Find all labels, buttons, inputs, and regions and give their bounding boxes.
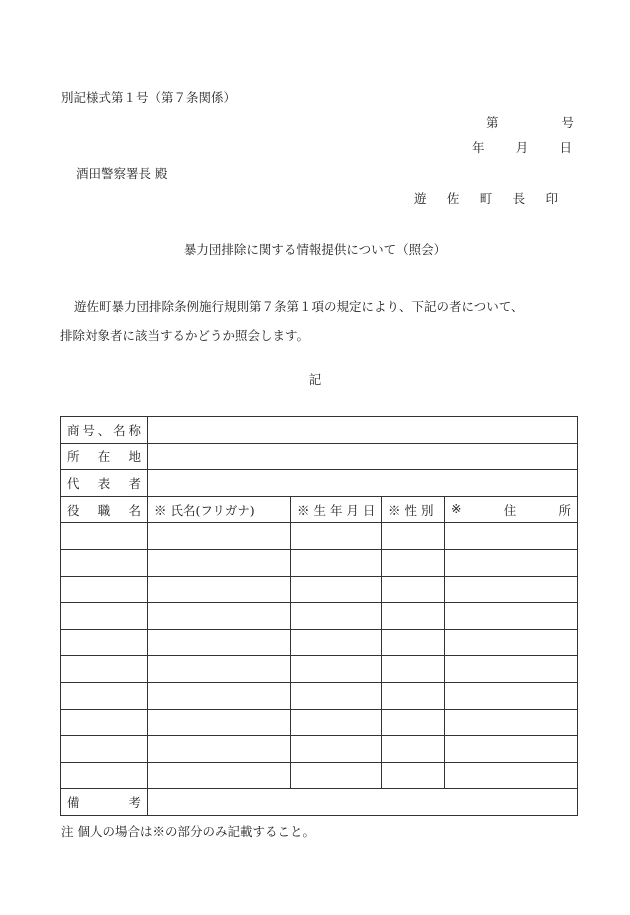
name-cell[interactable] [148,549,291,576]
table-row [61,682,578,709]
document-number-line [486,113,574,131]
label-cell [61,470,148,497]
header-char: 住 [503,502,517,518]
position-cell[interactable] [61,682,148,709]
table-row [61,603,578,630]
label-char: 在 [97,449,111,465]
header-char: 所 [558,502,571,518]
header-name-kana: ※ 氏名(フリガナ) [148,496,291,523]
body-line-2: 排除対象者に該当するかどうか照会します。 [60,328,310,343]
birthdate-cell[interactable] [291,549,382,576]
table-row [61,656,578,683]
table-row [61,576,578,603]
label-char: 表 [97,475,111,491]
sender-line [414,189,558,207]
sender-char: 遊 [414,191,427,206]
sex-cell[interactable] [382,762,445,789]
name-cell[interactable] [148,629,291,656]
date-day: 日 [559,140,572,155]
body-line-1: 遊佐町暴力団排除条例施行規則第７条第１項の規定により、下記の者について、 [74,299,524,314]
table-row [61,523,578,550]
name-cell[interactable] [148,523,291,550]
table-row-company-name [61,417,578,444]
sex-cell[interactable] [382,629,445,656]
sex-cell[interactable] [382,603,445,630]
table-header-row [61,496,578,523]
position-cell[interactable] [61,629,148,656]
table-row [61,736,578,763]
position-cell[interactable] [61,549,148,576]
label-cell [61,789,148,816]
table-row [61,762,578,789]
header-char: 職 [97,502,111,518]
position-cell[interactable] [61,603,148,630]
name-cell[interactable] [148,576,291,603]
address-cell[interactable] [445,736,578,763]
label-char: 商 [67,422,80,438]
table-row-address [61,443,578,470]
sender-char: 佐 [446,191,460,206]
address-cell[interactable] [445,549,578,576]
address-cell[interactable] [445,603,578,630]
header-char: 役 [67,502,80,518]
number-prefix: 第 [486,115,499,130]
header-char: 名 [128,502,141,518]
ki-heading: 記 [308,372,322,387]
name-cell[interactable] [148,762,291,789]
sex-cell[interactable] [382,736,445,763]
number-suffix: 号 [561,115,574,130]
position-cell[interactable] [61,736,148,763]
address-cell[interactable] [445,656,578,683]
birthdate-cell[interactable] [291,682,382,709]
label-char: 所 [67,449,80,465]
header-address [445,496,578,523]
birthdate-cell[interactable] [291,523,382,550]
address-cell[interactable] [445,682,578,709]
sex-cell[interactable] [382,709,445,736]
label-char: 考 [128,795,141,811]
birthdate-cell[interactable] [291,656,382,683]
sender-char: 長 [512,191,526,206]
remarks-field[interactable] [148,789,578,816]
address-cell[interactable] [445,523,578,550]
sex-cell[interactable] [382,682,445,709]
name-cell[interactable] [148,709,291,736]
position-cell[interactable] [61,656,148,683]
address-cell[interactable] [445,629,578,656]
date-year: 年 [472,140,485,155]
label-char: 称 [128,422,141,438]
sex-cell[interactable] [382,523,445,550]
table-row [61,629,578,656]
table-row [61,549,578,576]
form-number-label: 別記様式第１号（第７条関係） [61,90,237,105]
addressee: 酒田警察署長 殿 [76,166,168,181]
label-char: 号 [82,422,95,438]
label-char: 地 [128,449,141,465]
label-char: 名 [113,422,126,438]
header-birthdate: ※ 生 年 月 日 [291,496,382,523]
sex-cell[interactable] [382,549,445,576]
address-cell[interactable] [445,709,578,736]
label-char: 代 [67,475,80,491]
seal-mark: 印 [545,191,558,206]
address-cell[interactable] [445,762,578,789]
label-char: 者 [128,475,141,491]
date-line [472,138,572,156]
birthdate-cell[interactable] [291,576,382,603]
birthdate-cell[interactable] [291,603,382,630]
position-cell[interactable] [61,576,148,603]
position-cell[interactable] [61,762,148,789]
position-cell[interactable] [61,523,148,550]
name-cell[interactable] [148,656,291,683]
header-char: ※ [451,500,462,516]
address-cell[interactable] [445,576,578,603]
label-char: 備 [67,795,80,811]
company-name-field[interactable] [148,417,578,444]
name-cell[interactable] [148,736,291,763]
footnote: 注 個人の場合は※の部分のみ記載すること。 [61,824,315,839]
table-row [61,709,578,736]
date-month: 月 [515,140,529,155]
birthdate-cell[interactable] [291,762,382,789]
position-cell[interactable] [61,709,148,736]
table-row-remarks [61,789,578,816]
header-position [61,496,148,523]
birthdate-cell[interactable] [291,709,382,736]
location-field[interactable] [148,443,578,470]
sex-cell[interactable] [382,656,445,683]
table-row-representative [61,470,578,497]
name-cell[interactable] [148,603,291,630]
label-cell [61,443,148,470]
inquiry-table [60,416,578,816]
representative-field[interactable] [148,470,578,497]
label-char: 、 [97,422,111,438]
birthdate-cell[interactable] [291,736,382,763]
document-title: 暴力団排除に関する情報提供について（照会） [183,242,447,257]
header-sex: ※ 性 別 [382,496,445,523]
body-text [60,292,580,350]
sender-char: 町 [479,191,493,206]
label-cell [61,417,148,444]
sex-cell[interactable] [382,576,445,603]
name-cell[interactable] [148,682,291,709]
birthdate-cell[interactable] [291,629,382,656]
